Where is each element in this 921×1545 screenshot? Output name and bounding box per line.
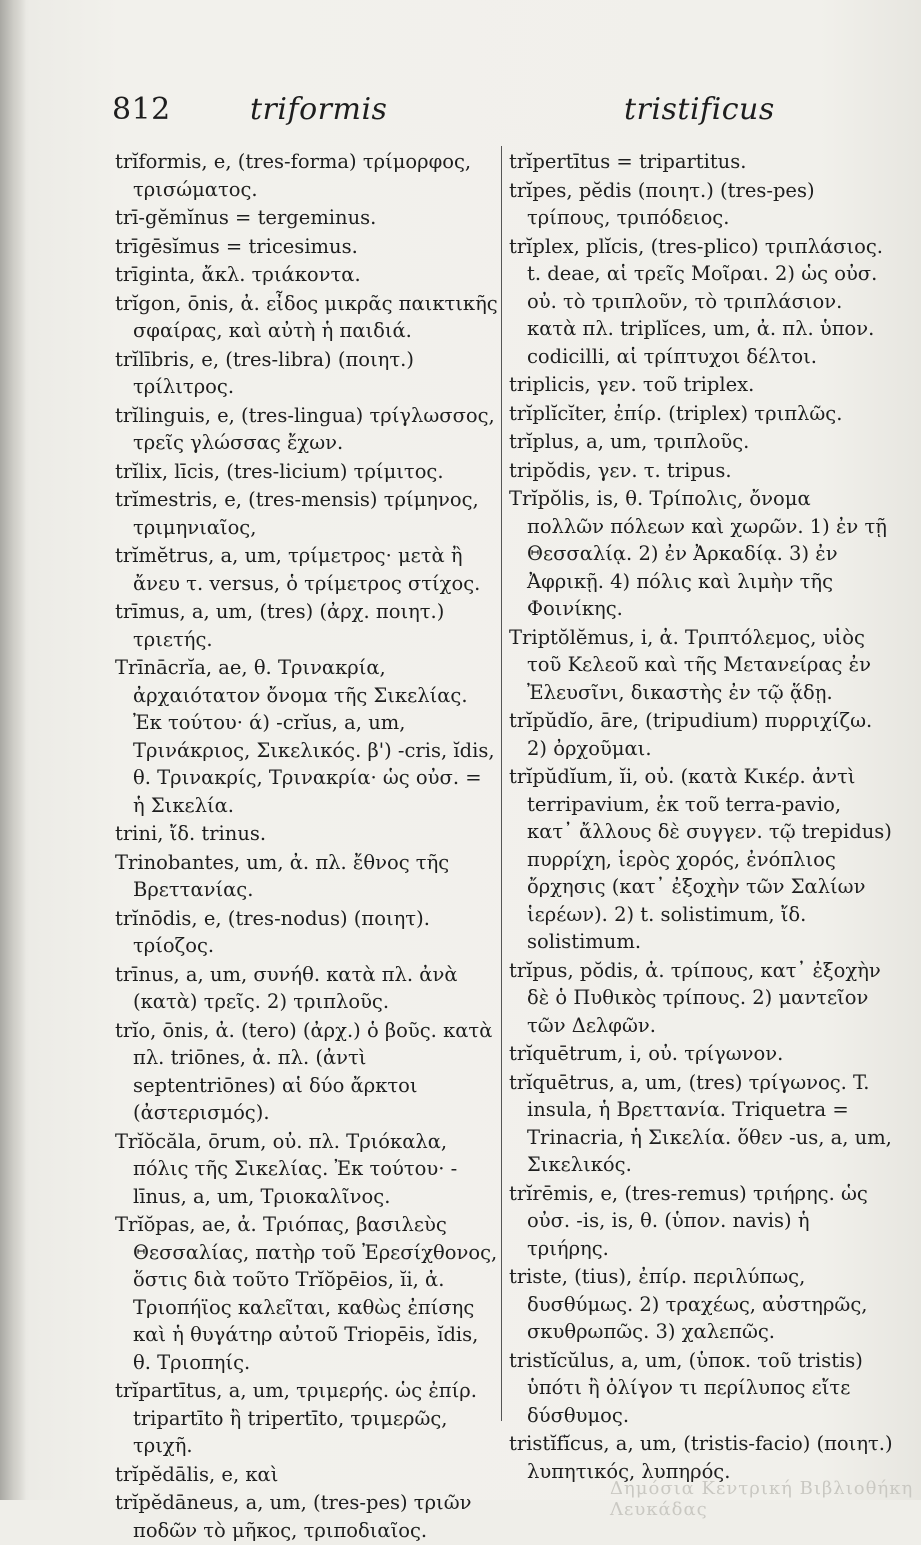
dictionary-entry: triplicis, γεν. τοῦ triplex. (509, 373, 755, 396)
dictionary-entry: trī-gĕmĭnus = tergeminus. (115, 206, 377, 229)
dictionary-entry: trĭrēmis, e, (tres-remus) τριήρης. ὡς οὐσ. -is, is, θ. (ὑπον. navis) ἡ τριήρης. (509, 1181, 868, 1260)
dictionary-entry: trĭlībris, e, (tres-libra) (ποιητ.) τρίλιτρος. (115, 347, 414, 398)
column-divider (501, 146, 502, 1421)
dictionary-entry: tripŏdis, γεν. τ. tripus. (509, 458, 732, 482)
dictionary-entry: trĭlix, līcis, (tres-licium) τρίμιτος. (115, 459, 444, 483)
dictionary-entry: Trīnācrĭa, ae, θ. Τρινακρία, ἀρχαιότατον ὄνομα τῆς Σικελίας. Ἐκ τούτου· ά) -crĭus, a, um, Τρινάκριος, Σικελικός. β') -cris, ĭdis, θ. Τρινακρίς, Τρινακρία· ὡς οὐσ. = ἡ Σικελία. (115, 656, 495, 817)
dictionary-entry: trīginta, ἄκλ. τριάκοντα. (115, 263, 361, 286)
dictionary-entry: Triptŏlĕmus, i, ἀ. Τριπτόλεμος, υἱὸς τοῦ Κελεοῦ καὶ τῆς Μετανείρας ἐν Ἐλευσῖνι, δικαστὴς ἐν τῷ ᾅδῃ. (509, 625, 871, 704)
dictionary-entry: triste, (tius), ἐπίρ. περιλύπως, δυσθύμως. 2) τραχέως, αὐστηρῶς, σκυθρωπῶς. 3) χαλεπῶς. (509, 1265, 868, 1343)
dictionary-entry: trĭpartītus, a, um, τριμερής. ὡς ἐπίρ. tripartīto ἢ tripertīto, τριμερῶς, τριχῆ. (115, 1379, 477, 1457)
book-gutter (0, 0, 26, 1500)
dictionary-entry: trĭnōdis, e, (tres-nodus) (ποιητ). τρίοζος. (115, 906, 430, 957)
dictionary-entry: trĭmĕtrus, a, um, τρίμετρος· μετὰ ἢ ἄνευ τ. versus, ὁ τρίμετρος στίχος. (115, 544, 481, 595)
dictionary-entry: trīnus, a, um, συνήθ. κατὰ πλ. ἀνὰ (κατὰ) τρεῖς. 2) τριπλοῦς. (115, 962, 458, 1013)
dictionary-entry: trĭo, ōnis, ἀ. (tero) (ἀρχ.) ὁ βοῦς. κατὰ πλ. triōnes, ἀ. πλ. (ἀντὶ septentriōnes) αἱ δύο ἄρκτοι (ἀστερισμός). (115, 1018, 493, 1124)
dictionary-entry: trĭmestris, e, (tres-mensis) τρίμηνος, τριμηνιαῖος, (115, 488, 479, 539)
dictionary-entry: trĭpertītus = tripartitus. (509, 150, 747, 173)
dictionary-entry: trĭgon, ōnis, ἀ. εἶδος μικρᾶς παικτικῆς σφαίρας, καὶ αὐτὴ ἡ παιδιά. (115, 291, 498, 342)
dictionary-entry: Trĭpŏlis, is, θ. Τρίπολις, ὄνομα πολλῶν πόλεων καὶ χωρῶν. 1) ἐν τῇ Θεσσαλίᾳ. 2) ἐν Ἀρκαδίᾳ. 3) ἐν Ἀφρικῇ. 4) πόλις καὶ λιμὴν τῆς Φοινίκης. (509, 487, 887, 620)
dictionary-entry: trini, ἴδ. trinus. (115, 822, 267, 845)
left-column (115, 148, 499, 1545)
right-column (509, 148, 893, 1486)
dictionary-entry: trĭpŭdĭum, ĭi, οὐ. (κατὰ Κικέρ. ἀντὶ terripavium, ἐκ τοῦ terra-pavio, κατ᾽ ἄλλους δὲ συγγεν. τῷ trepidus) πυρρίχη, ἱερὸς χορός, ἐνόπλιος ὄρχησις (κατ᾽ ἐξοχὴν τῶν Σαλίων ἱερέων). 2) t. solistimum, ἴδ. solistimum. (509, 765, 892, 953)
dictionary-entry: trĭpĕdāneus, a, um, (tres-pes) τριῶν ποδῶν τὸ μῆκος, τριποδιαῖος. (115, 1491, 472, 1542)
dictionary-entry: trĭquētrum, i, οὐ. τρίγωνον. (509, 1042, 784, 1065)
dictionary-entry: trĭformis, e, (tres-forma) τρίμορφος, τρισώματος. (115, 150, 472, 201)
dictionary-entry: trĭpŭdĭo, āre, (tripudium) πυρριχίζω. 2) ὀρχοῦμαι. (509, 709, 873, 760)
library-watermark: Δημόσια Κεντρική Βιβλιοθήκη Λευκάδας (610, 1478, 914, 1520)
dictionary-entry: trĭpus, pŏdis, ἀ. τρίπους, κατ᾽ ἐξοχὴν δὲ ὁ Πυθικὸς τρίπους. 2) μαντεῖον τῶν Δελφῶν. (509, 958, 881, 1037)
dictionary-entry: tristĭcŭlus, a, um, (ὑποκ. τοῦ tristis) ὑπότι ἢ ὀλίγον τι περίλυπος εἴτε δύσθυμος. (509, 1348, 863, 1427)
dictionary-entry: trĭplus, a, um, τριπλοῦς. (509, 430, 750, 453)
dictionary-entry: trīmus, a, um, (tres) (ἀρχ. ποιητ.) τριετής. (115, 600, 445, 651)
dictionary-entry: Trĭŏcăla, ōrum, οὐ. πλ. Τριόκαλα, πόλις τῆς Σικελίας. Ἐκ τούτου· -līnus, a, um, Τριοκαλῖνος. (115, 1129, 458, 1208)
dictionary-entry: Trinobantes, um, ἀ. πλ. ἔθνος τῆς Βρεττανίας. (115, 850, 450, 901)
page-number: 812 (112, 92, 171, 127)
right-running-head: tristificus (624, 92, 775, 127)
dictionary-entry: trĭplex, plĭcis, (tres-plico) τριπλάσιος. t. deae, αἱ τρεῖς Μοῖραι. 2) ὡς οὐσ. οὐ. τὸ τριπλοῦν, τὸ τριπλάσιον. κατὰ πλ. triplĭces, um, ἀ. πλ. ὑπον. codicilli, αἱ τρίπτυχοι δέλτοι. (509, 234, 883, 368)
dictionary-entry: trĭplĭcĭter, ἐπίρ. (triplex) τριπλῶς. (509, 401, 843, 425)
dictionary-entry: Trĭŏpas, ae, ἀ. Τριόπας, βασιλεὺς Θεσσαλίας, πατὴρ τοῦ Ἐρεσίχθονος, ὅστις διὰ τοῦτο Trĭŏpēios, ĭi, ἀ. Τριοπήϊος καλεῖται, καθὼς ἐπίσης καὶ ἡ θυγάτηρ αὐτοῦ Triopēis, ĭdis, θ. Τριοπηίς. (115, 1213, 498, 1374)
dictionary-entry: trĭlinguis, e, (tres-lingua) τρίγλωσσος, τρεῖς γλώσσας ἔχων. (115, 403, 495, 454)
dictionary-entry: trĭpĕdālis, e, καὶ (115, 1462, 279, 1486)
left-running-head: triformis (250, 92, 388, 127)
dictionary-entry: trĭquētrus, a, um, (tres) τρίγωνος. T. insula, ἡ Βρεττανία. Triquetra = Trinacria, ἡ Σικελία. ὅθεν -us, a, um, Σικελικός. (509, 1070, 892, 1176)
dictionary-entry: trīgēsĭmus = tricesimus. (115, 234, 358, 258)
dictionary-entry: trĭpes, pĕdis (ποιητ.) (tres-pes) τρίπους, τριπόδειος. (509, 178, 815, 229)
page-header (112, 92, 872, 136)
dictionary-entry: tristĭfĭcus, a, um, (tristis-facio) (ποιητ.) λυπητικός, λυπηρός. (509, 1432, 893, 1483)
